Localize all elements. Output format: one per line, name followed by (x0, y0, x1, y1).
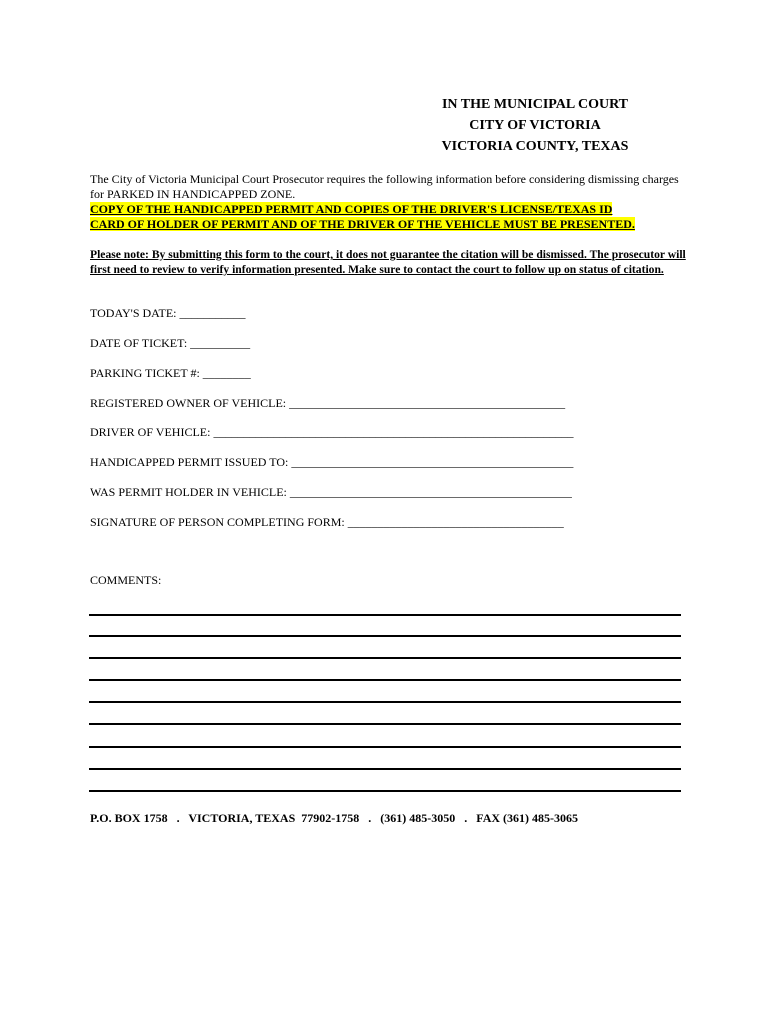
required-documents-line2: CARD OF HOLDER OF PERMIT AND OF THE DRIVER OF THE VEHICLE MUST BE PRESENTED. (90, 217, 635, 231)
comment-line[interactable] (89, 614, 681, 616)
header-city: CITY OF VICTORIA (469, 118, 601, 133)
comment-line[interactable] (89, 635, 681, 637)
driver-of-vehicle-field[interactable]: DRIVER OF VEHICLE: ____________________________________________________________ (90, 425, 574, 439)
disclaimer-note: Please note: By submitting this form to the court, it does not guarantee the citation will be dismissed. The prosecutor will first need to review to verify information presented. Make sure to contact the court to follow up on status of citation. (90, 248, 686, 276)
court-header (400, 94, 670, 157)
comment-line[interactable] (89, 657, 681, 659)
header-court-name: IN THE MUNICIPAL COURT (441, 97, 629, 112)
comment-line[interactable] (89, 723, 681, 725)
registered-owner-field[interactable]: REGISTERED OWNER OF VEHICLE: ______________________________________________ (90, 396, 566, 410)
intro-paragraph (90, 172, 690, 232)
comment-line[interactable] (89, 746, 681, 748)
required-documents-line1: COPY OF THE HANDICAPPED PERMIT AND COPIES OF THE DRIVER'S LICENSE/TEXAS ID (90, 202, 613, 216)
signature-field[interactable]: SIGNATURE OF PERSON COMPLETING FORM: ____________________________________ (90, 515, 564, 529)
parking-ticket-number-field[interactable]: PARKING TICKET #: ________ (90, 366, 251, 380)
comments-label: COMMENTS: (90, 573, 162, 587)
intro-text: The City of Victoria Municipal Court Prosecutor requires the following information before considering dismissing charges for PARKED IN HANDICAPPED ZONE. (90, 172, 679, 201)
todays-date-field[interactable]: TODAY'S DATE: ___________ (90, 306, 246, 320)
comment-line[interactable] (89, 790, 681, 792)
date-of-ticket-field[interactable]: DATE OF TICKET: __________ (90, 336, 251, 350)
permit-holder-in-vehicle-field[interactable]: WAS PERMIT HOLDER IN VEHICLE: _______________________________________________ (90, 485, 572, 499)
permit-issued-to-field[interactable]: HANDICAPPED PERMIT ISSUED TO: _______________________________________________ (90, 455, 574, 469)
comment-line[interactable] (89, 679, 681, 681)
header-county: VICTORIA COUNTY, TEXAS (441, 139, 629, 154)
comment-line[interactable] (89, 768, 681, 770)
court-contact-footer: P.O. BOX 1758 . VICTORIA, TEXAS 77902-1758 . (361) 485-3050 . FAX (361) 485-3065 (90, 811, 579, 825)
comment-line[interactable] (89, 701, 681, 703)
